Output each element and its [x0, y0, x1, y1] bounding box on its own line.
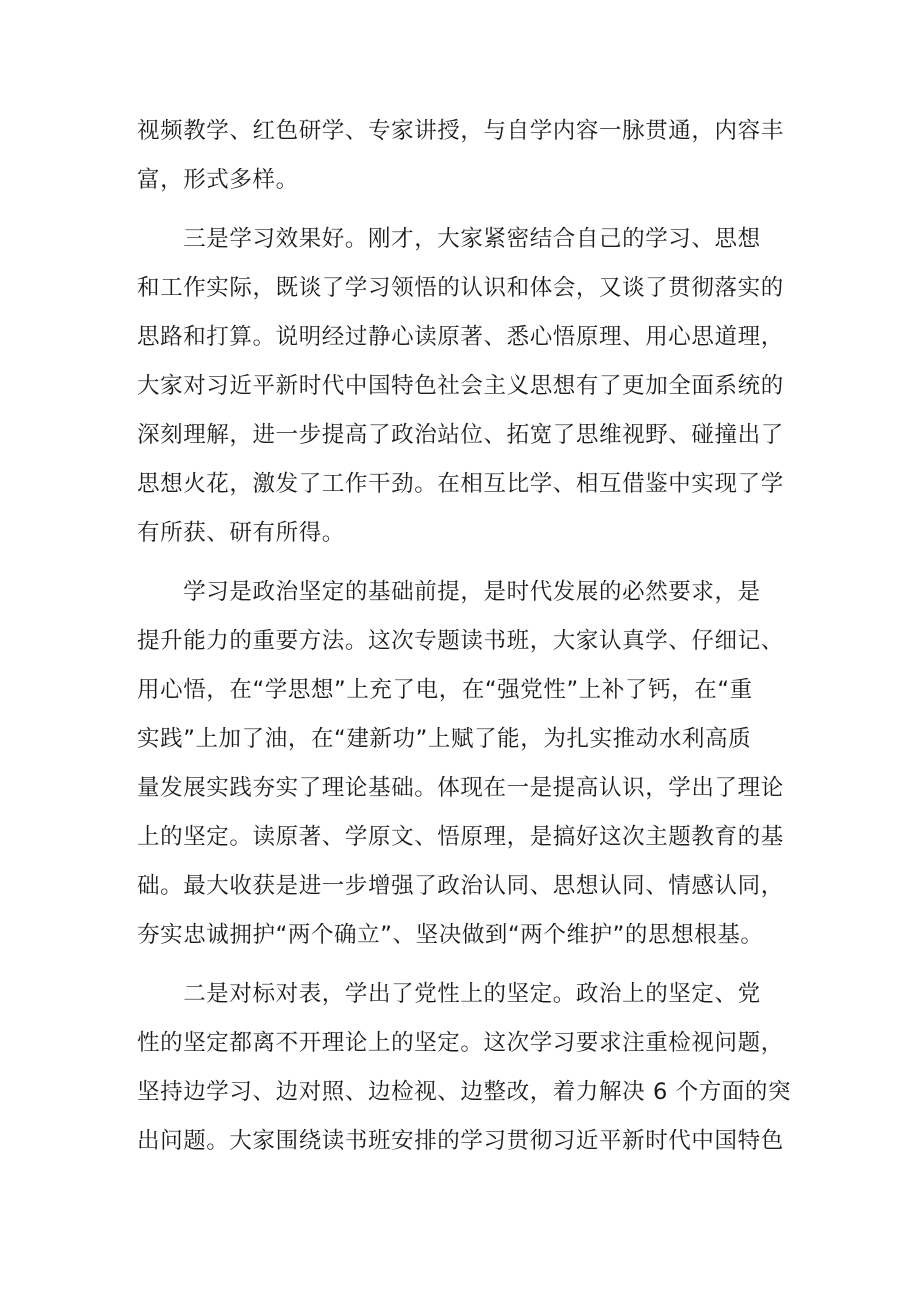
text-line: 性的坚定都离不开理论上的坚定。这次学习要求注重检视问题，: [137, 1030, 784, 1056]
text-line: 上的坚定。读原著、学原文、悟原理，是搞好这次主题教育的基: [137, 824, 784, 850]
text-line: 有所获、研有所得。: [137, 520, 345, 546]
text-line: 视频教学、红色研学、专家讲授，与自学内容一脉贯通，内容丰: [137, 118, 784, 144]
text-line: 思想火花，激发了工作干劲。在相互比学、相互借鉴中实现了学: [137, 471, 784, 497]
text-line: 量发展实践夯实了理论基础。体现在一是提高认识，学出了理论: [137, 775, 784, 801]
text-line: 学习是政治坚定的基础前提，是时代发展的必然要求，是: [137, 579, 761, 605]
text-line: 三是学习效果好。刚才，大家紧密结合自己的学习、思想: [137, 226, 761, 252]
text-line: 提升能力的重要方法。这次专题读书班，大家认真学、仔细记、: [137, 628, 784, 654]
text-line: 深刻理解，进一步提高了政治站位、拓宽了思维视野、碰撞出了: [137, 422, 784, 448]
text-line: 富，形式多样。: [137, 167, 299, 193]
text-line: 出问题。大家围绕读书班安排的学习贯彻习近平新时代中国特色: [137, 1128, 784, 1154]
text-line: 础。最大收获是进一步增强了政治认同、思想认同、情感认同，: [137, 873, 784, 899]
text-line: 大家对习近平新时代中国特色社会主义思想有了更加全面系统的: [137, 373, 784, 399]
text-line: 实践”上加了油，在“建新功”上赋了能，为扎实推动水利高质: [137, 726, 752, 752]
text-line: 坚持边学习、边对照、边检视、边整改，着力解决 6 个方面的突: [137, 1079, 792, 1105]
text-line: 思路和打算。说明经过静心读原著、悉心悟原理、用心思道理，: [137, 324, 784, 350]
text-line: 和工作实际，既谈了学习领悟的认识和体会，又谈了贯彻落实的: [137, 275, 784, 301]
text-line: 用心悟，在“学思想”上充了电，在“强党性”上补了钙，在“重: [137, 677, 753, 703]
text-line: 二是对标对表，学出了党性上的坚定。政治上的坚定、党: [137, 981, 761, 1007]
text-line: 夯实忠诚拥护“两个确立”、坚决做到“两个维护”的思想根基。: [137, 922, 764, 948]
